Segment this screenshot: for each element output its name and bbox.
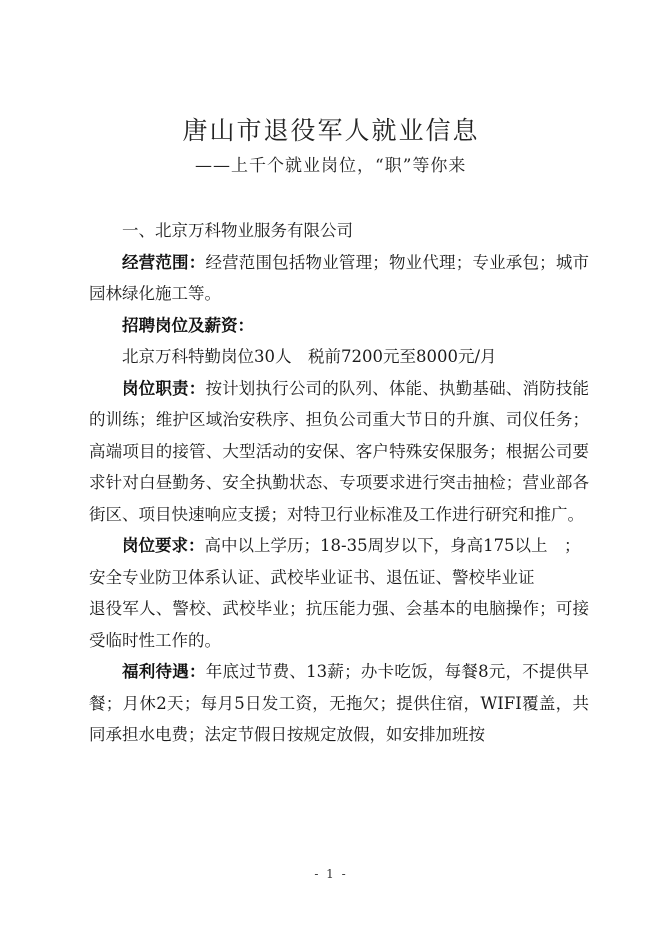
duties-text: 按计划执行公司的队列、体能、执勤基础、消防技能的训练；维护区域治安秩序、担负公司重大节日的升旗、司仪任务；高端项目的接管、大型活动的安保、客户特殊安保服务；根据公司要求针对白昼勤务、安全执勤状态、专项要求进行突击抽检；营业部各街区、项目快速响应支援；对特卫行业标准及工作进行研究和推广。: [89, 378, 590, 524]
benefits-text: 年底过节费、13薪；办卡吃饭，每餐8元，不提供早餐；月休2天；每月5日发工资，无拖欠；提供住宿，WIFI覆盖，共同承担水电费；法定节假日按规定放假，如安排加班按: [89, 662, 590, 744]
requirements-line-3: 退役军人、警校、武校毕业；抗压能力强、会基本的电脑操作；可接受临时性工作的。: [89, 599, 589, 650]
page-number: - 1 -: [314, 867, 348, 881]
benefits-label: 福利待遇：: [122, 662, 206, 681]
positions-salary-label: 招聘岗位及薪资：: [122, 315, 254, 335]
document-body: [89, 215, 589, 751]
requirements-paragraph: [89, 530, 589, 562]
positions-salary-label-paragraph: [89, 310, 589, 342]
duties-label: 岗位职责：: [122, 378, 206, 398]
duties-paragraph: [89, 373, 589, 531]
section-heading: 一、北京万科物业服务有限公司: [122, 221, 353, 240]
document-title: 唐山市退役军人就业信息: [182, 116, 480, 145]
requirements-text: 高中以上学历；18-35周岁以下，身高175以上 ；: [204, 536, 581, 555]
benefits-paragraph: [89, 656, 589, 751]
business-scope-label: 经营范围：: [122, 252, 206, 272]
requirements-label: 岗位要求：: [122, 536, 205, 555]
requirements-line-2: 安全专业防卫体系认证、武校毕业证书、退伍证、警校毕业证: [89, 567, 535, 587]
business-scope-paragraph: [89, 247, 589, 310]
business-scope-text: 经营范围包括物业管理；物业代理；专业承包；城市园林绿化施工等。: [89, 252, 590, 303]
document-subtitle: ——上千个就业岗位，“职”等你来: [195, 156, 467, 176]
positions-salary-text: 北京万科特勤岗位30人 税前7200元至8000元/月: [122, 347, 497, 366]
